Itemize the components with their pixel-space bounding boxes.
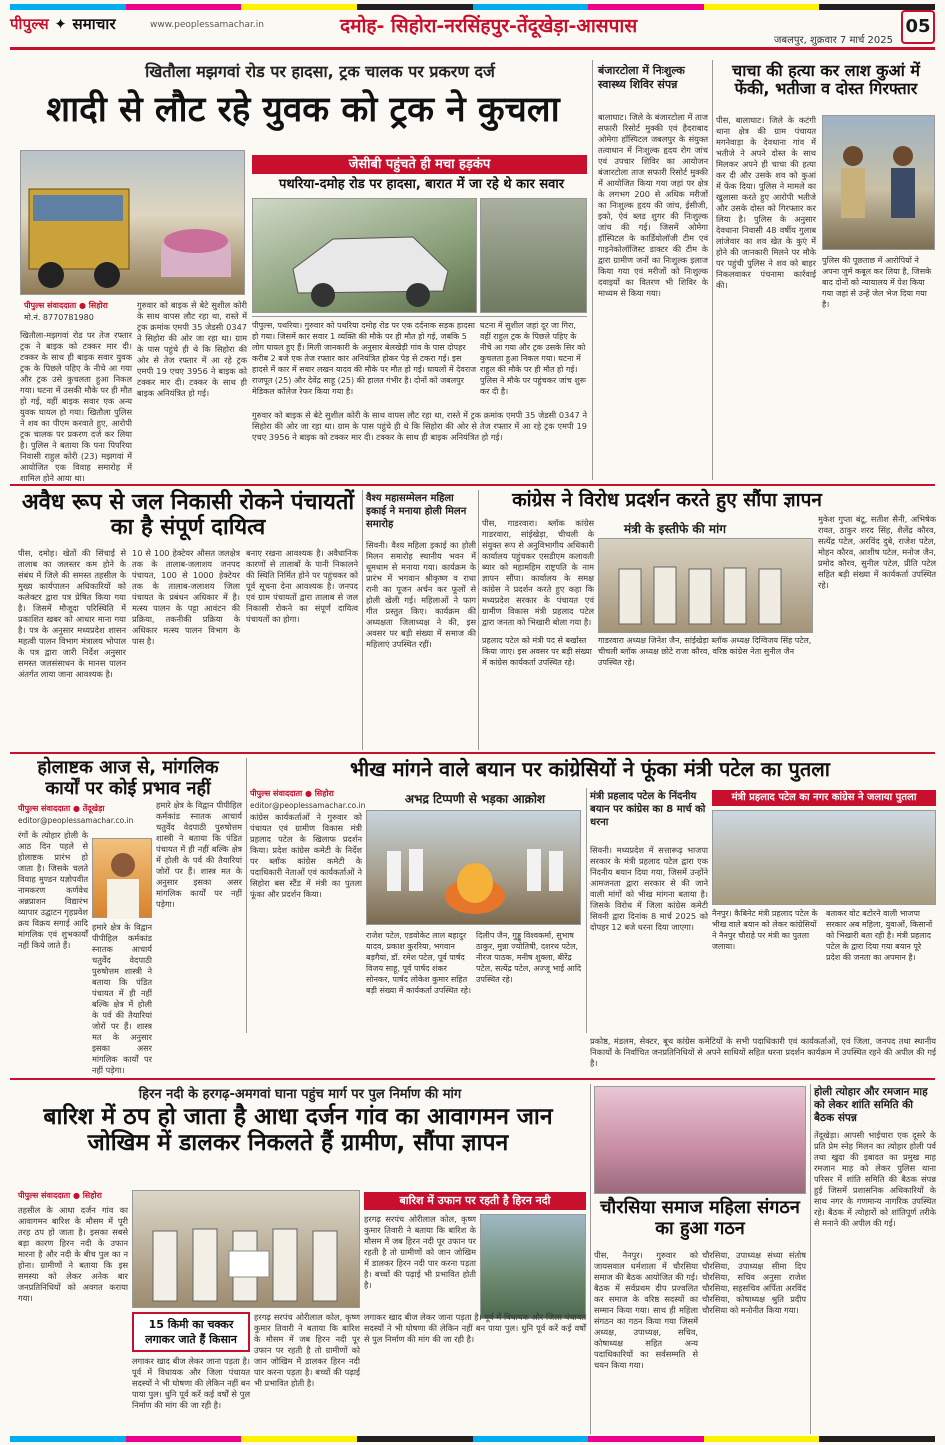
crowd-photo: [480, 198, 587, 313]
car-crash-photo: [252, 198, 477, 313]
peace-body: तेंदूखेड़ा। आपसी भाईचारा एक दूसरे के प्रति प्रेम स्नेह मिलन का त्योहार होली पर्व तथा खुदा की इबादत का प्रमुख माह रमजान माह को लेकर पुलिस थाना परिसर में शांति समिति की बैठक संपन्न हुई जिसमें प्रशासनिक अधिकारियों के साथ नगर के गणमान्य नागरिक उपस्थित रहे। बैठक में त्योहारों को शांतिपूर्ण तरीके से मनाने की अपील की गई।: [814, 1130, 936, 1228]
detour-box: [132, 1312, 250, 1352]
congress-band: मंत्री के इस्तीफे की मांग: [624, 522, 726, 536]
bridge-body-e: लगाकर खाद बीज लेकर जाना पड़ता है। पूर्व में विधायक और जिला पंचायत सदस्यों ने भी घोषणा की लेकिन नहीं बन पाया पुल। धुनि पूर्व करें कई वर्षों से पुल निर्माण की मांग की जा रही है।: [364, 1312, 586, 1344]
jcb-caption: पीपुल्स, पथरिया। गुरुवार को पथरिया दमोह रोड पर एक दर्दनाक सड़क हादसा हो गया। जिसमें कार सवार 1 व्यक्ति की मौके पर ही मौत हो गई, जबकि 5 लोग घायल हुए हैं। मिली जानकारी के अनुसार बेलखेड़ी गांव के पास दोपहर करीब 2 बजे एक तेज रफ्तार कार अनियंत्रित होकर पेड़ से टकरा गई। इस हादसे में कार में सवार लखन यादव की मौके पर मौत हो गई। घायलों में देवराज राजपूत (25) और देवेंद्र साहू (25) की हालत गंभीर है। दोनों को जबलपुर मेडिकल कॉलेज रेफर किया गया है।: [252, 321, 477, 396]
detour-box-text: 15 किमी का चक्कर लगाकर जाते हैं किसान: [145, 1318, 237, 1346]
murder-headline: चाचा की हत्या कर लाश कुआं में फेंकी, भतीजा व दोस्त गिरफ्तार: [732, 61, 920, 99]
congress-body: पीस, गाडरवारा। ब्लॉक कांग्रेस गाडरवारा, सांईखेड़ा, चीचली के संयुक्त रूप से अनुविभागीय अधिकारी कार्यालय पहुंचकर एसडीएम कलावती ब्यार को महामहिम राष्ट्रपति के नाम ज्ञापन सौंपा। कार्यालय के समक्ष कांग्रेस ने प्रदर्शन करते हुए कहा कि मध्यप्रदेश सरकार के पंचायत एवं ग्रामीण विकास मंत्री प्रहलाद पटेल द्वारा जनता को भिखारी बोला गया है।: [482, 518, 594, 627]
bridge-byline: पीपुल्स संवाददाता ● सिहोरा: [18, 1191, 102, 1200]
effigy-headline: भीख मांगने वाले बयान पर कांग्रेसियों ने फूंका मंत्री पटेल का पुतला: [350, 757, 830, 781]
priest-portrait: [92, 838, 152, 918]
congress-caption-b: गाडरवारा अध्यक्ष जिनेश जैन, सांईखेड़ा ब्लॉक अध्यक्ष दिग्विजय सिंह पटेल, चीचली ब्लॉक अध्यक्ष छोटे राजा कौरव, वरिष्ठ कांग्रेस नेता सुनील जैन उपस्थित रहे।: [598, 636, 812, 667]
jcb-band: जेसीबी पहुंचते ही मचा हड़कंप: [252, 155, 587, 174]
column-divider: [592, 60, 593, 480]
bridge-body-d: हरगढ़ सरपंच ओरीलाल कोल, कृष्ण कुमार तिवारी ने बताया कि बारिश के मौसम में जब हिरन नदी पूर उफान पर रहती है तो ग्रामीणों को जान जोखिम में डालकर हिरन नदी पार करना पड़ता है। बच्चों की पढ़ाई भी प्रभावित होती है।: [254, 1312, 360, 1388]
water-body-col1: पीस, दमोह। खेतों की सिंचाई से तालाब का जलस्तर कम होने के संबंध में जिले की समस्त तहसील के मुख्य कार्यपालन अधिकारियों को कलेक्टर द्वारा पत्र प्रेषित किया गया है। जिसमें मौजूदा परिस्थिति में प्रकाशित खबर को आधार माना गया है। पत्र के अनुसार मध्यप्रदेश शासन महत्वी पालन विभाग मंत्रालय भोपाल के पत्र द्वारा जारी निर्देश अनुसार समस्त जलसंसाधन के मानस पालन अंतर्गत लाया जाना आवश्यक है।: [18, 548, 126, 679]
effigy-burning-photo: [366, 810, 581, 925]
lead-kicker: खितौला मझगवां रोड पर हादसा, ट्रक चालक पर प्रकरण दर्ज: [145, 62, 495, 81]
women-group-photo: [594, 1086, 806, 1194]
congress-memorandum-photo: [598, 538, 813, 633]
water-headline: अवैध रूप से जल निकासी रोकने पंचायतों का है संपूर्ण दायित्व: [21, 490, 355, 541]
lead-body-col1: खितौला-मझगवां रोड पर तेज रफ्तार ट्रक ने बाइक को टक्कर मार दी। टक्कर के साथ ही बाइक सवार युवक ट्रक के पिछले पहिए के नीचे आ गया और ट्रक उसे कुचलता हुआ निकल गया। घटना में उसकी मौके पर ही मौत हो गई, वहीं बाइक सवार एक अन्य युवक घायल हो गया। खितौला पुलिस ने शव का पीएम करवाते हुए, आरोपी ट्रक चालक पर प्रकरण दर्ज कर लिया है। पुलिस ने बताया कि पना पिपरिया निवासी राहुल कोरी (23) मझगवां में आयोजित एक विवाह समारोह में शामिल होने आया था।: [20, 330, 132, 483]
water-body-col3: बनाए रखना आवश्यक है। अवैधानिक कारणों से तालाबों के पानी निकालने की स्थिति निर्मित होने पर पहुंचकर को पूर्व सूचना देना आवश्यक है। जनपद एवं ग्राम पंचायतों द्वारा तालाब से जल निकासी रोकने का संपूर्ण दायित्व पंचायतों का होगा।: [246, 548, 358, 624]
effigy-subhead: अभद्र टिप्पणी से भड़का आक्रोश: [404, 792, 546, 806]
registration-strip-top: [10, 4, 935, 10]
lead-byline: पीपुल्स संवाददाता ● सिहोरा: [24, 301, 108, 310]
effigy-caption-b: दिलीप जैन, गुड्डू विश्वकर्मा, सुभाष ठाकुर, मुन्ना ज्योतिषी, दशरथ पटेल, नीरज पाठक, मनीष शुक्ला, बीरेंद्र पटेल, सत्येंद्र पटेल, अज्जू भाई आदि उपस्थित रहे।: [476, 931, 582, 984]
lead-headline: शादी से लौट रहे युवक को ट्रक ने कुचला: [46, 90, 560, 130]
peace-kicker: होली त्योहार और रमजान माह को लेकर शांति समिति की बैठक संपन्न: [814, 1086, 928, 1124]
lead-body-col2: गुरुवार को बाइक से बेटे सुशील कोरी के साथ वापस लौट रहा था, रास्ते में ट्रक क्रमांक एमपी 35 जेडसी 0347 ने सिहोरा की ओर जा रहा था। ग्राम के पास पहुंचे ही थे कि सिहोरा की ओर से तेज रफ्तार में आ रहे ट्रक एमपी 19 एचए 3956 ने बाइक को टक्कर मार दी। टक्कर के साथ ही बाइक अनियंत्रित हो गई।: [137, 300, 247, 398]
nagar-body: प्रकोष्ठ, मंडलम, सेक्टर, बूथ कांग्रेस कमेटियों के सभी पदाधिकारी एवं कार्यकर्ताओं, एवं जिला, जनपद तथा स्थानीय निकायों के निर्वाचित जनप्रतिनिधियों से अपने साथियों सहित धरना प्रदर्शन कार्यक्रम में उपस्थित रहने की अपील की गई है।: [590, 1036, 936, 1068]
bridge-body: तहसील के आधा दर्जन गांव का आवागमन बारिश के मौसम में पूरी तरह ठप हो जाता है। इसका सबसे बड़ा कारण हिरन नदी के उफान मारना है और नदी के बीच पुल का न होना। ग्रामीणों ने बताया कि इस समस्या को लेकर अनेक बार जनप्रतिनिधियों को अवगत कराया गया।: [18, 1205, 128, 1303]
lead-mobile: मो.नं. 8770781980: [24, 313, 94, 322]
holashtak-byline: पीपुल्स संवाददाता ● तेंदूखेड़ा: [18, 804, 105, 813]
chaurasia-body: पीस, नैनपुर। गुरुवार को जायसवाल धर्मशाला में चौरसिया समाज की बैठक आयोजित की गई। बैठक में सर्वप्रथम दीप प्रज्वलित कर समाज के वरिष्ठ सदस्यों का सम्मान किया गया। साथ ही महिला संगठन का गठन किया गया जिसमें अध्यक्ष, उपाध्यक्ष, सचिव, कोषाध्यक्ष सहित अन्य पदाधिकारियों का सर्वसम्मति से चयन किया गया।: [594, 1250, 699, 1370]
website-url[interactable]: www.peoplessamachar.in: [150, 20, 264, 30]
nagar-band: मंत्री प्रहलाद पटेल का नगर कांग्रेस ने जलाया पुतला: [712, 790, 936, 806]
page-number: 05: [901, 10, 935, 44]
column-divider: [586, 788, 587, 1033]
effigy-side-body: सिवनी। मध्यप्रदेश में सत्तारूढ़ भाजपा सरकार के मंत्री प्रहलाद पटेल द्वारा एक निंदनीय बयान दिया गया, जिसमें उन्होंने आमजनता द्वारा सरकार से की जाने वाली मांगों को भीख मांगना बताया है। जिसके विरोध में जिला कांग्रेस कमेटी सिवनी द्वारा दिनांक 8 मार्च 2025 को दोपहर 12 बजे धरना दिया जाएगा।: [590, 845, 708, 932]
water-body-col2: 10 से 100 हेक्टेयर औसत जलक्षेत्र तक के तालाब-जलाशय जनपद पंचायत, 100 से 1000 हेक्टेयर तक के तालाब-जलाशय जिला पंचायत के प्रबंधन अधिकार में है। मत्स्य पालन के पट्टा आवंटन की प्रक्रिया, तकनीकी प्रक्रिया के अधिकार मत्स्य पालन विभाग के पास है।: [132, 548, 240, 646]
bridge-body-b: हरगढ़ सरपंच ओरीलाल कोल, कृष्ण कुमार तिवारी ने बताया कि बारिश के मौसम में जब हिरन नदी पूर उफान पर रहती है तो ग्रामीणों को जान जोखिम में डालकर हिरन नदी पार करना पड़ता है। बच्चों की पढ़ाई भी प्रभावित होती है।: [364, 1214, 476, 1290]
bridge-body-c: लगाकर खाद बीज लेकर जाना पड़ता है। पूर्व में विधायक और जिला पंचायत सदस्यों ने भी घोषणा की लेकिन नहीं बन पाया पुल। धुनि पूर्व करें कई वर्षों से पुल निर्माण की मांग की जा रही है।: [132, 1356, 250, 1410]
column-divider: [478, 490, 479, 750]
bridge-band: बारिश में उफान पर रहती है हिरन नदी: [364, 1192, 586, 1210]
column-divider: [712, 60, 713, 480]
holashtak-email[interactable]: editor@peoplessamachar.co.in: [18, 816, 134, 825]
bridge-headline: बारिश में ठप हो जाता है आधा दर्जन गांव का आवागमन जान जोखिम में डालकर निकलते हैं ग्रामीण, सौंपा ज्ञापन: [43, 1104, 553, 1157]
divider: [10, 1078, 935, 1080]
masthead: [10, 10, 935, 50]
logo-sub: समाचार: [72, 15, 116, 33]
congress-caption: प्रहलाद पटेल को मंत्री पद से बर्खास्त किया जाए। इस अवसर पर बड़ी संख्या में कांग्रेस कार्यकर्ता उपस्थित रहे।: [482, 636, 592, 667]
river-photo: [480, 1214, 586, 1319]
murder-body: पीस, बालाघाट। जिले के कटंगी थाना क्षेत्र की ग्राम पंचायत मगनेवाड़ा के देवधाना गांव में भतीजे ने अपने दोस्त के साथ मिलकर अपने ही चाचा की हत्या कर दी और उसके शव को कुआं में फेंक दिया। पुलिस ने मामले का खुलासा करते हुए आरोपी भतीजे और उसके दोस्त को गिरफ्तार कर लिया है। पुलिस के अनुसार देवधाना निवासी 48 वर्षीय गुलाब लांजेवार का शव खेत के कुएं में होने की जानकारी मिलने पर मौके पर पहुंची पुलिस ने शव को बाहर निकलवाकर पंचनामा कार्रवाई की।: [716, 115, 816, 290]
nagar-caption: नैनपुर। कैबिनेट मंत्री प्रहलाद पटेल के भीख वाले बयान को लेकर कांग्रेसियों ने नैनपुर चौराहे पर मंत्री का पुतला जलाया।: [712, 909, 818, 951]
effigy-body: कांग्रेस कार्यकर्ताओं ने गुरुवार को पंचायत एवं ग्रामीण विकास मंत्री प्रहलाद पटेल के खिलाफ प्रदर्शन किया। प्रदेश कांग्रेस कमेटी के निर्देश पर ब्लॉक कांग्रेस कमेटी के पदाधिकारी नेताओं एवं कार्यकर्ताओं ने सिहोरा बस स्टैंड में मंत्री का पुतला फूंका और प्रदर्शन किया।: [250, 812, 362, 899]
effigy-side-kicker: मंत्री प्रहलाद पटेल के निंदनीय बयान पर कांग्रेस का 8 मार्च को धरना: [590, 791, 706, 828]
chaurasia-body-b: चौरसिया, उपाध्यक्ष संध्या संतोष चौरसिया, उपाध्यक्ष सीमा दिप चौरसिया, सचिव अनुसा राजेश चौरसिया, सहसचिव अर्पिता अरविंद चौरसिया, कोषाध्यक्ष श्रुति प्रदीप चौरसिया को मनोनीत किया गया।: [702, 1250, 806, 1315]
vaishya-kicker: वैश्य महासम्मेलन महिला इकाई ने मनाया होली मिलन समारोह: [366, 493, 467, 530]
issue-date: जबलपुर, शुक्रवार 7 मार्च 2025: [773, 35, 893, 46]
divider: [252, 316, 587, 317]
jcb-headline: पथरिया-दमोह रोड पर हादसा, बारात में जा रहे थे कार सवार: [278, 177, 565, 192]
section-title: दमोह- सिहोरा-नरसिंहपुर-तेंदूखेड़ा-आसपास: [340, 15, 638, 37]
effigy-caption: राजेश पटेल, एडवोकेट लाल बहादुर यादव, प्रकाश कुररिया, भगवान बड़गैयां, डॉ. रमेश पटेल, पूर्व पार्षद विजय साहू, पूर्व पार्षद शंकर सोनकर, पार्षद लोकेश कुमार सहित बड़ी संख्या में कार्यकर्ता उपस्थित रहे।: [366, 931, 472, 995]
effigy-byline: पीपुल्स संवाददाता ● सिहोरा: [250, 789, 334, 798]
column-divider: [810, 1084, 811, 1434]
column-divider: [362, 490, 363, 750]
congress-headline: कांग्रेस ने विरोध प्रदर्शन करते हुए सौंपा ज्ञापन: [512, 489, 822, 511]
murder-caption: पुलिस की पूछताछ में आरोपियों ने अपना जुर्म कबूल कर लिया है, जिसके बाद दोनों को न्यायालय में पेश किया गया जहां से उन्हें जेल भेज दिया गया है।: [822, 256, 932, 309]
vaishya-body: सिवनी। वैश्य महिला इकाई का होली मिलन समारोह स्थानीय भवन में धूमधाम से मनाया गया। कार्यक्रम के प्रारंभ में भगवान श्रीकृष्ण व राधा रानी का पूजन अर्चन कर फूलों से होली खेली गई। महिलाओं ने फाग गीत प्रस्तुत किए। कार्यक्रम की अध्यक्षता जिलाध्यक्ष ने की, इस अवसर पर बड़ी संख्या में समाज की महिलाएं उपस्थित रहीं।: [366, 540, 476, 649]
registration-strip-bottom: [10, 1436, 935, 1442]
holashtak-body: रंगों के त्योहार होली के आठ दिन पहले से होलाष्टक प्रारंभ हो जाता है। जिसके चलते विवाह मुण्डन यज्ञोपवीत नामकरण कर्णवेध अन्नप्राशन विद्यारंभ व्यापार उद्घाटन गृहप्रवेश क्रय विक्रय सगाई आदि मांगलिक एवं शुभकार्यों नहीं किये जाते हैं।: [18, 830, 88, 950]
arrest-photo: [822, 115, 935, 250]
holashtak-body-c: हमारे क्षेत्र के विद्वान पीपीहिल कर्मकांड स्नातक आचार्य चतुर्वेद वेदपाठी पुरुषोत्तम शास्त्री ने बताया कि पंडित पंचायत में ही नहीं बल्कि क्षेत्र में होली के पर्व की तैयारियां जोरों पर हैं। शास्त्र मत के अनुसार इसका असर मांगलिक कार्यों पर नहीं पड़ेगा।: [156, 800, 242, 909]
logo-main: पीपुल्स: [10, 15, 49, 33]
camp-kicker: बंजारटोला में निःशुल्क स्वास्थ्य शिविर संपन्न: [598, 64, 685, 91]
effigy-email[interactable]: editor@peoplessamachar.co.in: [250, 801, 366, 810]
holashtak-body-b: हमारे क्षेत्र के विद्वान पीपीहिल कर्मकांड स्नातक आचार्य चतुर्वेद वेदपाठी पुरुषोत्तम शास्त्री ने बताया कि पंडित पंचायत में ही नहीं बल्कि क्षेत्र में होली के पर्व की तैयारियां जोरों पर हैं। शास्त्र मत के अनुसार इसका असर मांगलिक कार्यों पर नहीं पड़ेगा।: [92, 922, 152, 1075]
holashtak-headline: होलाष्टक आज से, मांगलिक कार्यों पर कोई प्रभाव नहीं: [37, 757, 219, 799]
congress-names: मुकेश गुप्ता बंटू, सतीश सैनी, अभिषेक रावत, ठाकुर शरद सिंह, शैलेंद्र कौरव, सत्येंद्र पटेल, अरविंद दुबे, राजेश पटेल, मोहन कौरव, आशीष पटेल, मनोज जैन, प्रमोद कौरव, सुनील पटेल, प्रीति पटेल सहित बड़ी संख्या में कार्यकर्ता उपस्थित रहे।: [818, 514, 936, 590]
truck-accident-photo: [20, 150, 245, 295]
nagar-photo: [712, 810, 936, 905]
nagar-caption-b: बताकर वोट बटोरने वाली भाजपा सरकार अब महिला, युवाओं, किसानों को भिखारी बता रही है। मंत्री प्रहलाद पटेल के द्वारा दिया गया बयान पूरे प्रदेश की जनता का अपमान है।: [826, 909, 933, 962]
chaurasia-headline: चौरसिया समाज महिला संगठन का हुआ गठन: [600, 1197, 800, 1239]
camp-body: बालाघाट। जिले के बंजारटोला में ताज सफारी रिसोर्ट मुक्की एवं हैदराबाद ओमेगा हॉस्पिटल जबलपुर के संयुक्त तत्वाधान में निःशुल्क हृदय रोग जांच एवं उपचार शिविर का आयोजन बंजारटोला ताज सफारी रिसोर्ट मुक्की में आयोजित किया गया जहां पर क्षेत्र के लगभग 200 से अधिक मरीजों का निःशुल्क हृदय की जांच, ईसीजी, इको, ऐवं ब्लड शुगर की निःशुल्क जांच की गई। जिसमें ओमेगा हॉस्पिटल के कार्डियोलॉजी टीम एवं गाइनेकोलॉजिस्ट डाक्टर की टीम के द्वारा ग्रामीण जनों का निःशुल्क इलाज किया गया एवं मरीजों को निःशुल्क दवाइयों का वितरण भी शिविर के माध्यम से किया गया।: [598, 112, 708, 298]
lead-body-col3: गुरुवार को बाइक से बेटे सुशील कोरी के साथ वापस लौट रहा था, रास्ते में ट्रक क्रमांक एमपी 35 जेडसी 0347 ने सिहोरा की ओर जा रहा था। ग्राम के पास पहुंचे ही थे कि सिहोरा की ओर से तेज रफ्तार में आ रहे ट्रक एमपी 19 एचए 3956 ने बाइक को टक्कर मार दी। टक्कर के साथ ही बाइक अनियंत्रित हो गई।: [252, 410, 587, 442]
column-divider: [246, 758, 247, 1033]
divider: [10, 484, 935, 486]
divider: [10, 752, 935, 754]
bridge-kicker: हिरन नदी के हरगढ़-अमगवां घाना पहुंच मार्ग पर पुल निर्माण की मांग: [138, 1087, 462, 1102]
column-divider: [590, 1084, 591, 1434]
publication-logo: पीपुल्स ✦ समाचार: [10, 15, 116, 33]
memorandum-photo: [132, 1190, 360, 1308]
jcb-caption-b: घटना में सुशील जहां दूर जा गिरा, वहीं राहुल ट्रक के पिछले पहिए के नीचे आ गया और ट्रक उसके सिर को कुचलता हुआ निकल गया। घटना में राहुल की मौके पर ही मौत हो गई। पुलिस ने मौके पर पहुंचकर जांच शुरू कर दी है।: [480, 321, 586, 396]
